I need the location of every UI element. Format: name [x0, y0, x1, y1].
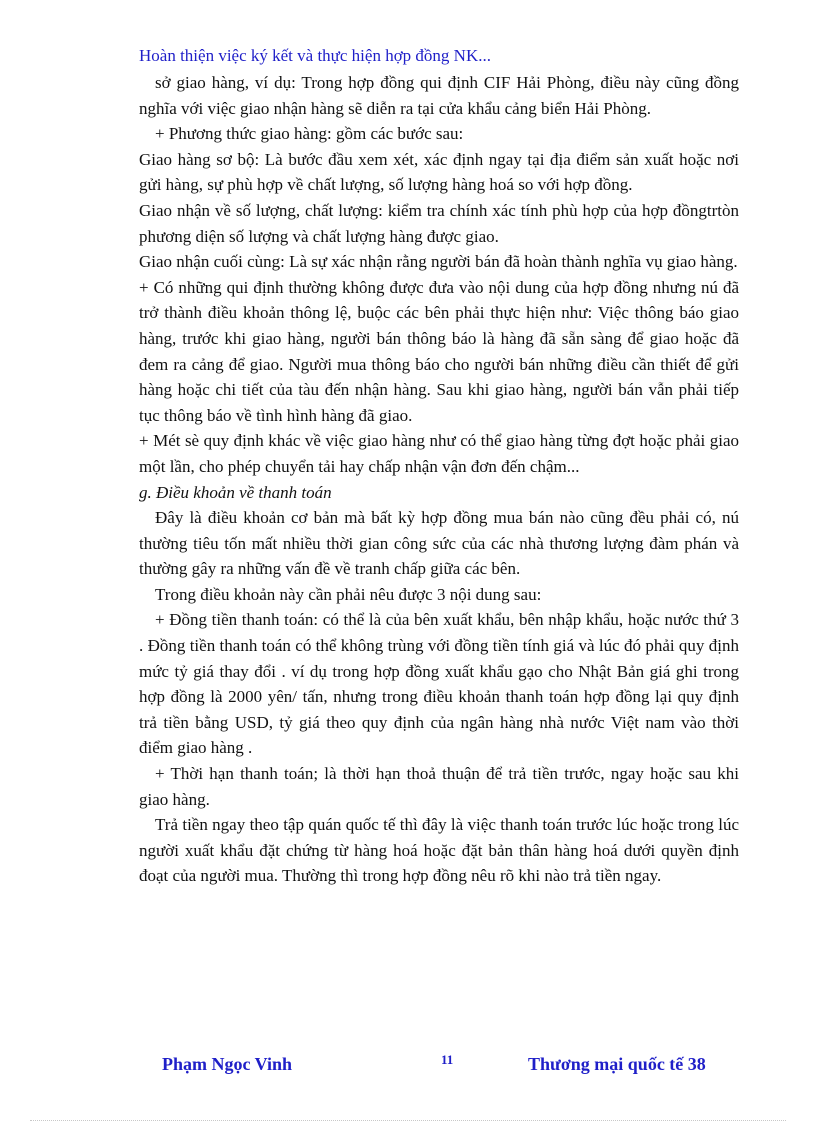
section-heading-payment: g. Điều khoản về thanh toán: [139, 482, 332, 502]
document-body: [139, 70, 739, 889]
bottom-divider: [30, 1120, 786, 1121]
paragraph-payment-contents: Trong điều khoản này cần phải nêu được 3 nội dung sau:: [155, 584, 542, 604]
paragraph-delivery-method: + Phương thức giao hàng: gồm các bước sau:: [155, 124, 464, 144]
footer-course: Thương mại quốc tế 38: [528, 1054, 706, 1074]
paragraph-payment-intro: Đây là điều khoản cơ bản mà bất kỳ hợp đồng mua bán nào cũng đều phải có, nú thường tiêu tốn mất nhiều thời gian công sức của các nhà thương lượng đàm phán và thường gây ra những vấn đề về tranh chấp giữa các bên.: [139, 508, 739, 579]
paragraph-delivery-place: sở giao hàng, ví dụ: Trong hợp đồng qui định CIF Hải Phòng, điều này cũng đồng nghĩa với việc giao nhận hàng sẽ diễn ra tại cửa khẩu cảng biển Hải Phòng.: [139, 73, 739, 118]
paragraph-final-delivery: Giao nhận cuối cùng: Là sự xác nhận rằng người bán đã hoàn thành nghĩa vụ giao hàng.: [139, 252, 738, 272]
paragraph-quantity-quality: Giao nhận về số lượng, chất lượng: kiểm tra chính xác tính phù hợp của hợp đồngtrtòn phương diện số lượng và chất lượng hàng được giao.: [139, 200, 739, 246]
running-header: Hoàn thiện việc ký kết và thực hiện hợp đồng NK...: [139, 46, 491, 65]
page-number: 11: [441, 1052, 454, 1067]
paragraph-immediate-payment: Trả tiền ngay theo tập quán quốc tế thì đây là việc thanh toán trước lúc hoặc trong lúc người xuất khẩu đặt chứng từ hàng hoá hoặc đặt bản thân hàng hoá dưới quyền định đoạt của người mua. Thường thì trong hợp đồng nêu rõ khi nào trả tiền ngay.: [139, 815, 739, 886]
paragraph-customary-rules: + Có những qui định thường không được đưa vào nội dung của hợp đồng nhưng nú đã trở thành điều khoản thông lệ, buộc các bên phải thực hiện như: Việc thông báo giao hàng, trước khi giao hàng, người bán thông báo là hàng đã sẵn sàng để giao hoặc đã đem ra cảng để giao. Người mua thông báo cho người bán những điều cần thiết để gửi hàng hoặc chi tiết của tàu đến nhận hàng. Sau khi giao hàng, người bán vẫn phải tiếp tục thông báo về tình hình hàng đã giao.: [139, 277, 739, 425]
footer-author: Phạm Ngọc Vinh: [162, 1054, 293, 1074]
paragraph-payment-term: + Thời hạn thanh toán; là thời hạn thoả thuận để trả tiền trước, ngay hoặc sau khi giao hàng.: [139, 764, 739, 809]
page-footer: [0, 1052, 816, 1082]
paragraph-payment-currency: + Đồng tiền thanh toán: có thể là của bên xuất khẩu, bên nhập khẩu, hoặc nước thứ 3 . Đồng tiền thanh toán có thể không trùng với đồng tiền tính giá và lúc đó phải quy định mức tỷ giá thay đổi . ví dụ trong hợp đồng xuất khẩu gạo cho Nhật Bản giá ghi trong hợp đồng là 2000 yên/ tấn, nhưng trong điều khoản thanh toán hợp đồng lại quy định trả tiền bằng USD, tỷ giá theo quy định của ngân hàng nhà nước Việt nam vào thời điểm giao hàng .: [139, 610, 739, 758]
paragraph-preliminary-delivery: Giao hàng sơ bộ: Là bước đầu xem xét, xác định ngay tại địa điểm sản xuất hoặc nơi gửi hàng, sự phù hợp về chất lượng, số lượng hàng hoá so với hợp đồng.: [139, 149, 739, 195]
paragraph-other-rules: + Mét sè quy định khác về việc giao hàng như có thể giao hàng từng đợt hoặc phải giao một lần, cho phép chuyển tải hay chấp nhận vận đơn đến chậm...: [139, 431, 739, 476]
